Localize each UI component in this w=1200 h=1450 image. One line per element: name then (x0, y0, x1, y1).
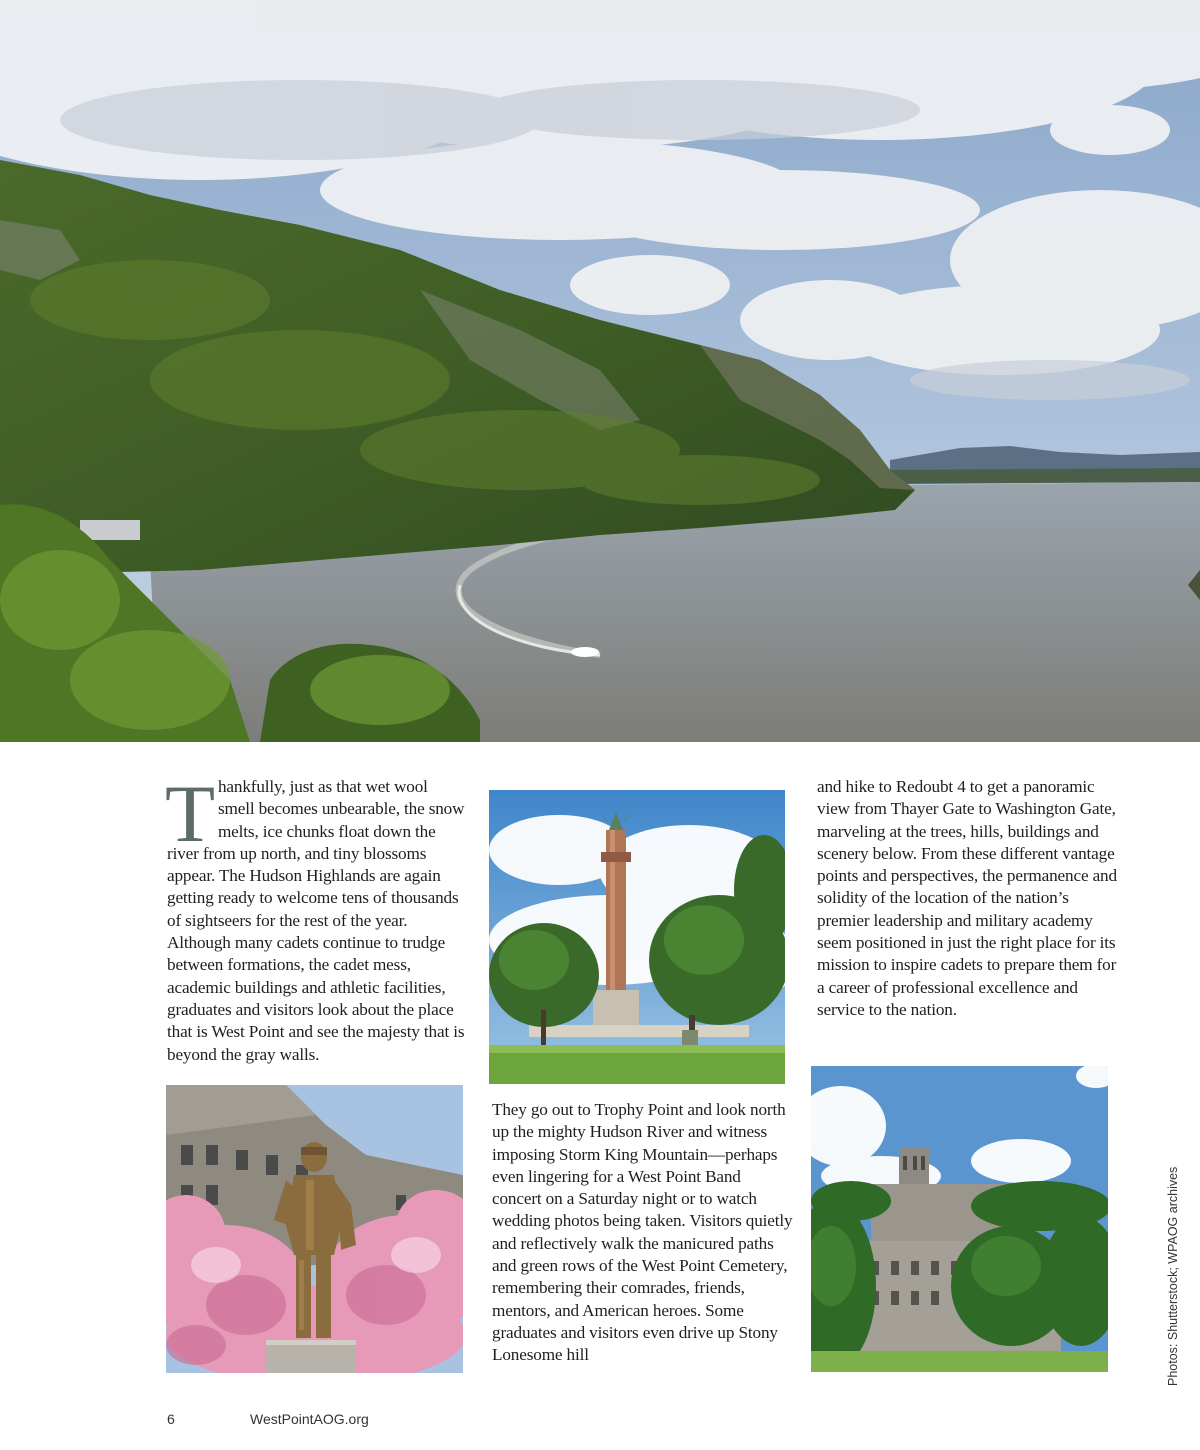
drop-cap: T (165, 768, 215, 859)
photo-statue-cherry-blossoms (166, 1085, 463, 1373)
column-1-text: hankfully, just as that wet wool smell becomes unbearable, the snow melts, ice chunks float down the river from up north, and tiny blossoms appear. The Hudson Highlands are again getting ready to welcome tens of thousands of sightseers for the rest of the year. Although many cadets continue to trudge between formations, the cadet mess, academic buildings and athletic facilities, graduates and visitors look about the place that is West Point and see the majesty that is beyond the gray walls. (167, 777, 465, 1064)
photo-credit: Photos: Shutterstock; WPAOG archives (1166, 1166, 1180, 1386)
footer-website: WestPointAOG.org (250, 1411, 369, 1427)
photo-battle-monument (489, 790, 785, 1084)
article-column-2: They go out to Trophy Point and look north up the mighty Hudson River and witness imposing Storm King Mountain—perhaps even lingering for a West Point Band concert on a Saturday night or to watch wedding photos being taken. Visitors quietly and reflectively walk the manicured paths and green rows of the West Point Cemetery, remembering their comrades, friends, mentors, and American heroes. Some graduates and visitors even drive up Stony Lonesome hill (492, 1100, 793, 1365)
photo-academy-building (811, 1066, 1108, 1372)
article-column-1 (165, 768, 467, 1066)
page-number: 6 (167, 1411, 175, 1427)
article-column-3: and hike to Redoubt 4 to get a panoramic view from Thayer Gate to Washington Gate, marveling at the trees, hills, buildings and scenery below. From these different vantage points and perspectives, the permanence and solidity of the location of the nation’s premier leadership and military academy seem positioned in just the right place for its mission to inspire cadets to prepare them for a career of professional excellence and service to the nation. (817, 777, 1117, 1019)
